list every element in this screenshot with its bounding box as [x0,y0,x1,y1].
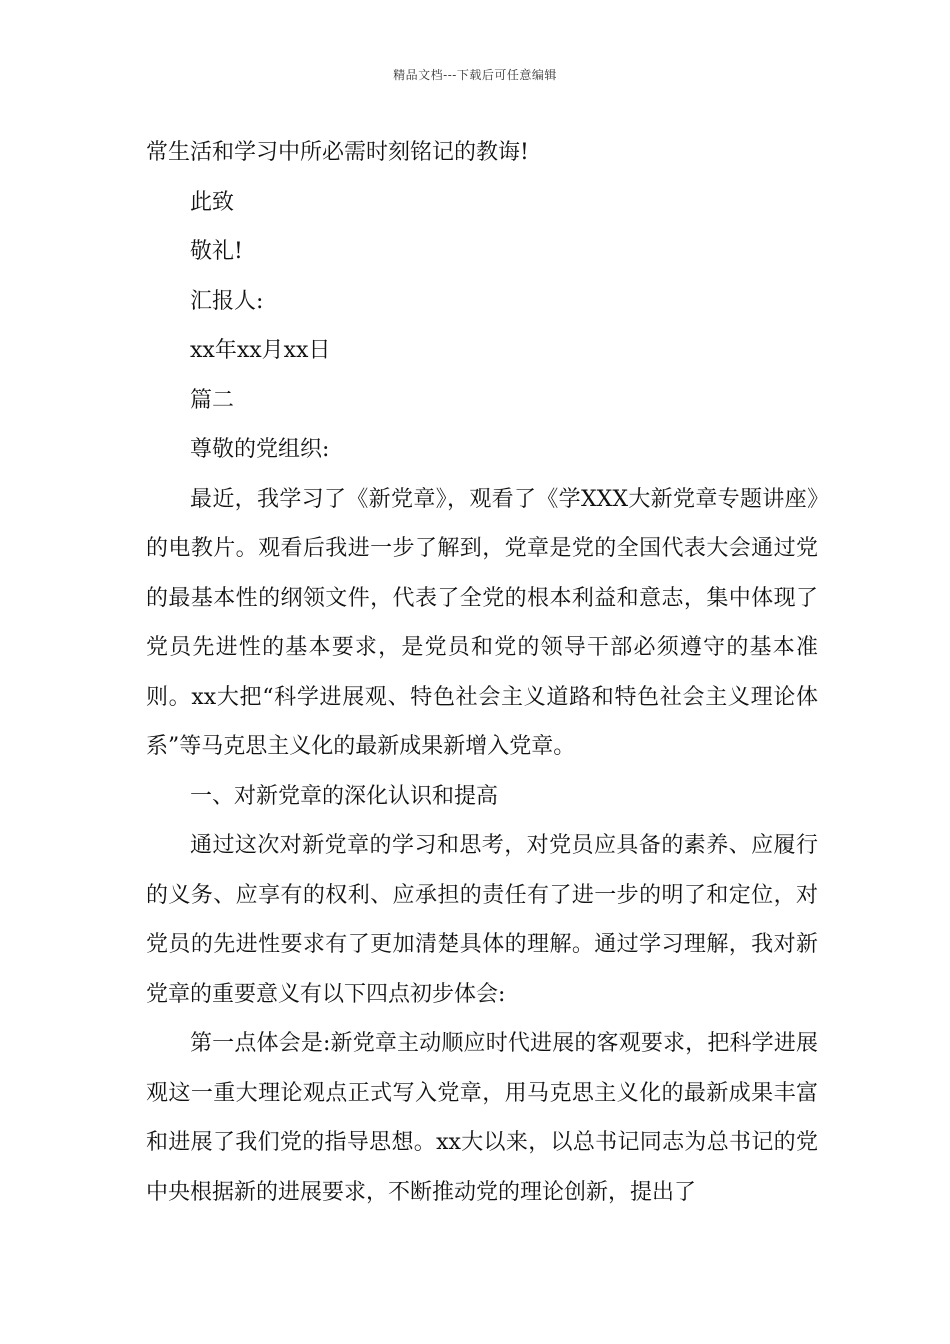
document-body [146,128,818,1217]
paragraph-intro: 最近，我学习了《新党章》，观看了《学XXX大新党章专题讲座》的电教片。观看后我进一步了解到，党章是党的全国代表大会通过党的最基本性的纲领文件，代表了全党的根本利益和意志，集中体现了党员先进性的基本要求，是党员和党的领导干部必须遵守的基本准则。xx大把“科学进展观、特色社会主义道路和特色社会主义理论体系”等马克思主义化的最新成果新增入党章。 [146,486,818,759]
paragraph-salutation: 此致 [190,189,235,215]
page-header: 精品文档---下载后可任意编辑 [393,68,557,82]
paragraph-heading-one: 一、对新党章的深化认识和提高 [190,783,499,809]
paragraph-closing-line: 常生活和学习中所必需时刻铭记的教诲! [146,140,529,165]
paragraph-first-point: 第一点体会是:新党章主动顺应时代进展的客观要求，把科学进展观这一重大理论观点正式写入党章，用马克思主义化的最新成果丰富和进展了我们党的指导思想。xx大以来，以总书记同志为总书记的党中央根据新的进展要求，不断推动党的理论创新，提出了 [146,1031,818,1205]
paragraph-reporter: 汇报人: [190,288,264,314]
paragraph-date: xx年xx月xx日 [190,338,331,363]
paragraph-section-title: 篇二 [190,387,235,413]
paragraph-regards: 敬礼! [190,239,243,264]
paragraph-study-reflection: 通过这次对新党章的学习和思考，对党员应具备的素养、应履行的义务、应享有的权利、应承担的责任有了进一步的明了和定位，对党员的先进性要求有了更加清楚具体的理解。通过学习理解，我对新党章的重要意义有以下四点初步体会: [146,833,818,1007]
paragraph-greeting: 尊敬的党组织: [190,437,330,462]
